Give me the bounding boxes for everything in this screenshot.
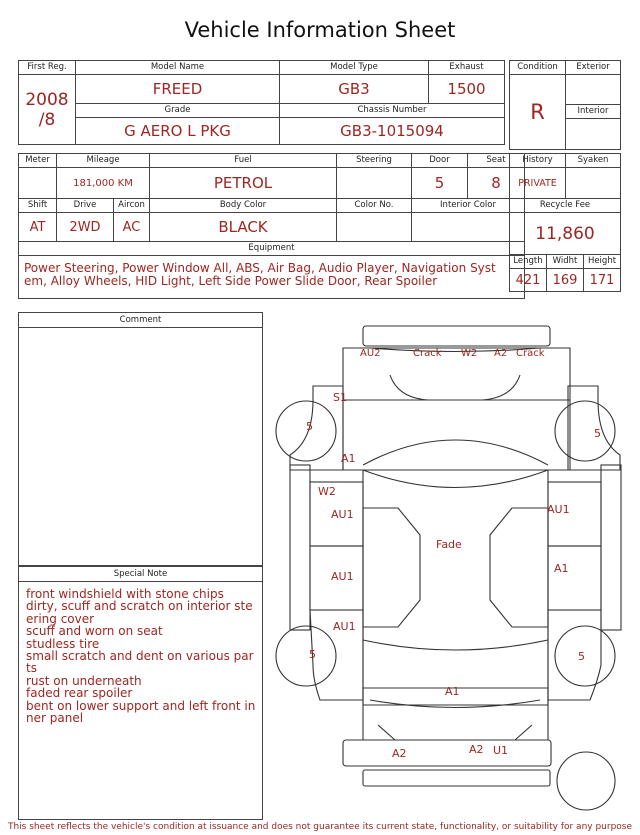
mark-au2: AU2 (360, 348, 381, 359)
fuel-value: PETROL (150, 168, 337, 199)
comment-label: Comment (19, 313, 262, 328)
syaken-label: Syaken (566, 154, 621, 168)
model-name-label: Model Name (76, 61, 280, 75)
drive-value: 2WD (57, 213, 114, 242)
mark-s1: S1 (333, 391, 347, 404)
color-no-label: Color No. (337, 199, 412, 213)
right-door-rear (548, 546, 601, 610)
left-sill (290, 465, 310, 630)
mark-au1-left-front: AU1 (331, 508, 354, 521)
right-rear-fender-shape (548, 610, 601, 700)
fuel-label: Fuel (150, 154, 337, 168)
special-note-line: small scratch and dent on various parts (26, 649, 254, 676)
meter-label: Meter (19, 154, 57, 168)
exterior-label: Exterior (566, 61, 621, 75)
drive-label: Drive (57, 199, 114, 213)
special-note-line: faded rear spoiler (26, 686, 133, 701)
condition-value: R (510, 75, 566, 150)
mark-u1: U1 (493, 744, 509, 757)
mileage-value: 181,000 KM (57, 168, 150, 199)
history-value: PRIVATE (510, 168, 566, 199)
rear-valance-shape (363, 770, 550, 786)
recycle-fee-label: Recycle Fee (510, 199, 621, 213)
mileage-label: Mileage (57, 154, 150, 168)
mark-a2-front: A2 (494, 348, 508, 359)
exhaust-value: 1500 (429, 75, 505, 104)
body-color-label: Body Color (150, 199, 337, 213)
exhaust-label: Exhaust (429, 61, 505, 75)
seat-label: Seat (468, 154, 525, 168)
interior-label: Interior (566, 105, 621, 119)
aircon-value: AC (114, 213, 150, 242)
steering-label: Steering (337, 154, 412, 168)
door-label: Door (412, 154, 468, 168)
condition-label: Condition (510, 61, 566, 75)
mark-au1-left-rear: AU1 (331, 570, 354, 583)
mark-a2-rear-right: A2 (469, 743, 484, 756)
shift-label: Shift (19, 199, 57, 213)
mark-a2-rear-left: A2 (392, 747, 407, 760)
mark-crack-2: Crack (516, 348, 545, 359)
mark-tire-rr: 5 (578, 650, 585, 663)
width-value: 169 (547, 269, 584, 292)
model-name-value: FREED (76, 75, 280, 104)
equipment-value: Power Steering, Power Window All, ABS, Air Bag, Audio Player, Navigation System, Alloy Wheels, HID Light, Left Side Power Slide Door, Rear Spoiler (24, 261, 496, 288)
seat-value: 8 (468, 168, 525, 199)
mark-au1-right-front: AU1 (547, 503, 570, 516)
rear-bumper-shape (343, 740, 551, 766)
mark-tire-lf: 5 (306, 420, 313, 433)
special-note-line: bent on lower support and left front inner panel (26, 698, 256, 726)
body-outline-shape (363, 470, 548, 705)
height-label: Height (584, 255, 621, 269)
grade-label: Grade (76, 104, 280, 118)
grade-value: G AERO L PKG (76, 118, 280, 145)
chassis-label: Chassis Number (280, 104, 505, 118)
body-color-value: BLACK (150, 213, 337, 242)
width-label: Widht (547, 255, 584, 269)
first-reg-label: First Reg. (19, 61, 76, 75)
tire-right-front (555, 401, 615, 461)
shift-value: AT (19, 213, 57, 242)
spare-tire (557, 752, 615, 810)
front-bumper-shape (363, 326, 550, 346)
length-label: Length (510, 255, 547, 269)
model-type-value: GB3 (280, 75, 429, 104)
history-label: History (510, 154, 566, 168)
recycle-fee-value: 11,860 (510, 213, 621, 255)
first-reg-month: /8 (38, 109, 56, 130)
mark-a1-front-left: A1 (341, 452, 356, 465)
footer-disclaimer: This sheet reflects the vehicle's condition at issuance and does not guarantee its current state, functionality, or suitability for any purpose (7, 822, 633, 832)
interior-color-label: Interior Color (412, 199, 525, 213)
special-note-line: scuff and worn on seat (26, 624, 163, 639)
special-note-line: dirty, scuff and scratch on interior steering cover (26, 599, 253, 626)
mark-tire-lr: 5 (309, 648, 316, 661)
first-reg-year: 2008 (25, 89, 69, 110)
sheet-title: Vehicle Information Sheet (184, 18, 456, 42)
mark-w2-front: W2 (461, 348, 478, 359)
right-sill (601, 465, 621, 630)
special-note-line: rust on underneath (26, 673, 142, 688)
aircon-label: Aircon (114, 199, 150, 213)
chassis-value: GB3-1015094 (280, 118, 505, 145)
door-value: 5 (412, 168, 468, 199)
mark-crack-1: Crack (413, 348, 442, 359)
mark-au1-left-quarter: AU1 (333, 620, 356, 633)
length-value: 421 (510, 269, 547, 292)
height-value: 171 (584, 269, 621, 292)
mark-a1-rear: A1 (445, 685, 460, 698)
model-type-label: Model Type (280, 61, 429, 75)
special-note-line: studless tire (26, 636, 100, 651)
mark-w2-side: W2 (318, 485, 336, 498)
mark-fade: Fade (436, 538, 462, 551)
special-note-line: front windshield with stone chips (26, 587, 224, 601)
mark-a1-right-rear: A1 (554, 562, 569, 575)
equipment-label: Equipment (19, 242, 525, 256)
tire-left-rear (276, 626, 336, 686)
mark-tire-rf: 5 (594, 427, 601, 440)
special-note-label: Special Note (19, 567, 262, 582)
tire-right-rear (555, 626, 615, 686)
